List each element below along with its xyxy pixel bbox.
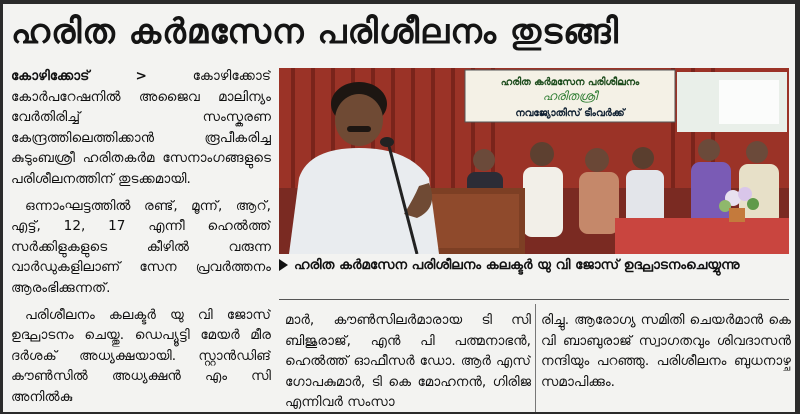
- newspaper-clipping: [3, 4, 795, 412]
- photo-caption: [279, 256, 789, 296]
- caption-text: ഹരിത കർമസേന പരിശീലനം കലക്ടർ യു വി ജോസ് ഉദ്ഘാടനംചെയ്യുന്നു: [294, 257, 740, 273]
- banner-line-2: ഹരിതശ്രീ: [542, 89, 598, 103]
- column-divider: [535, 304, 536, 412]
- news-photo: [279, 68, 789, 254]
- paragraph-3: പരിശീലനം കലക്ടർ യു വി ജോസ് ഉദ്ഘാടനം ചെയ്തു. ഡെപ്യൂട്ടി മേയർ മീര ദർശക് അധ്യക്ഷയായി. സ്റ്റാൻഡിങ് കൗൺസിൽ അധ്യക്ഷൻ എം സി അനിൽകു: [11, 306, 271, 405]
- lead-paragraph: [11, 66, 271, 190]
- paragraph-2: ഒന്നാംഘട്ടത്തിൽ രണ്ട്, മൂന്ന്, ആറ്, എട്ട്, 12, 17 എന്നീ ഹെൽത്ത് സർക്കിളുകളുടെ കീഴിൽ വരുന്ന വാർഡുകളിലാണ് സേന പ്രവർത്തനം ആരംഭിക്കുന്നത്.: [11, 197, 271, 296]
- column-2-text: മാർ, കൗൺസിലർമാരായ ടി സി ബിജുരാജ്, എൻ പി പത്മനാഭൻ, ഹെൽത്ത് ഓഫീസർ ഡോ. ആർ എസ് ഗോപകുമാർ, ടി കെ മോഹനൻ, ഗിരിജ എന്നിവർ സംസാ: [285, 312, 531, 411]
- headline: ഹരിത കർമസേന പരിശീലനം തുടങ്ങി: [11, 12, 619, 52]
- column-3-text: രിച്ചു. ആരോഗ്യ സമിതി ചെയർമാൻ കെ വി ബാബുരാജ് സ്വാഗതവും ശിവദാസൻ നന്ദിയും പറഞ്ഞു. പരിശീലനം ബുധനാഴ്ച സമാപിക്കും.: [541, 312, 791, 390]
- dateline: കോഴിക്കോട് >: [11, 68, 147, 84]
- article-column-1: [11, 66, 271, 412]
- article-column-3: [541, 310, 791, 412]
- banner: [465, 70, 675, 122]
- paragraph-1-text: കോഴിക്കോട് കോർപറേഷനിൽ അജൈവ മാലിന്യം വേർതിരിച്ച് സംസ്കരണ കേന്ദ്രത്തിലെത്തിക്കാൻ രൂപീകരിച്ച കുടുംബശ്രീ ഹരിതകർമ സേനാംഗങ്ങളുടെ പരിശീലനത്തിന് തുടക്കമായി.: [11, 68, 271, 187]
- banner-line-3: നവജ്യോതിസ് ടീംവർക്ക്: [515, 108, 625, 119]
- banner-line-1: ഹരിത കർമസേന പരിശീലനം: [500, 77, 640, 88]
- caption-marker-icon: [279, 259, 288, 271]
- divider: [279, 299, 789, 300]
- article-column-2: [285, 310, 531, 412]
